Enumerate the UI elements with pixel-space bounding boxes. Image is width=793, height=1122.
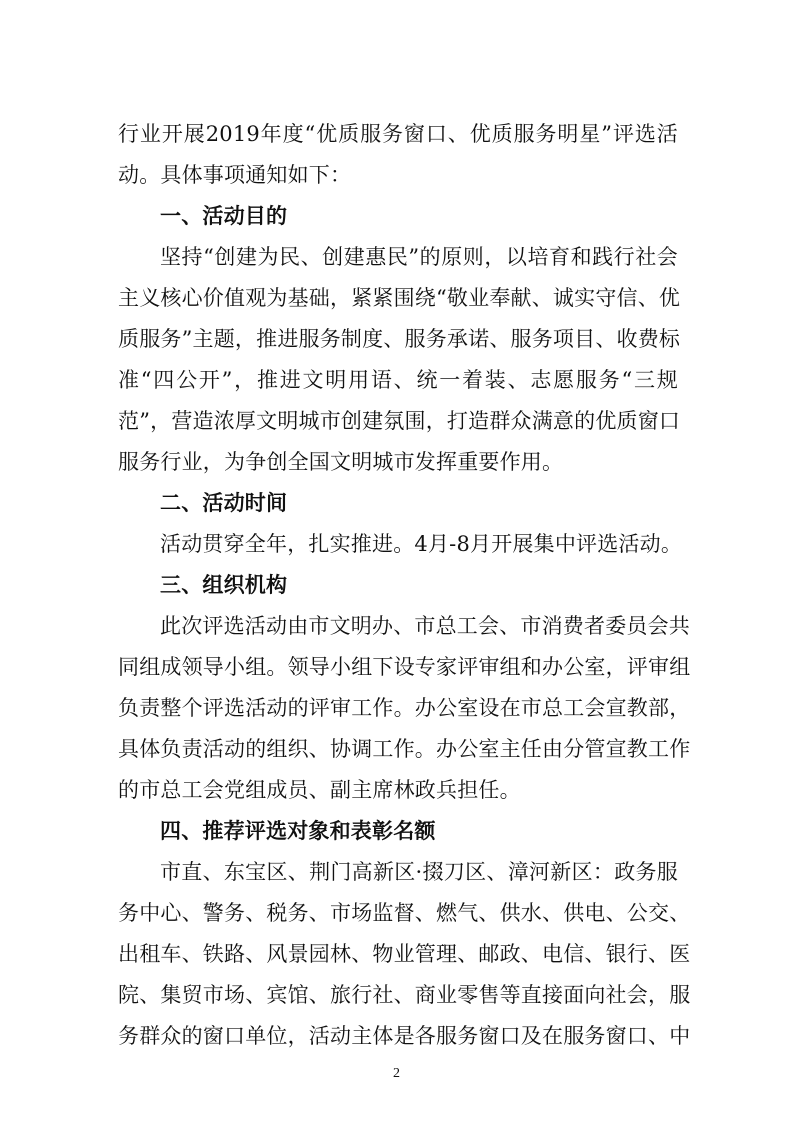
section-heading-time: 二、活动时间 <box>160 491 288 515</box>
paragraph-line: 同组成领导小组。领导小组下设专家评审组和办公室，评审组 <box>118 655 691 679</box>
paragraph-line: 院、集贸市场、宾馆、旅行社、商业零售等直接面向社会，服 <box>118 983 691 1007</box>
paragraph-line: 范”，营造浓厚文明城市创建氛围，打造群众满意的优质窗口 <box>118 409 681 433</box>
page-number: 2 <box>393 1066 400 1081</box>
paragraph-line: 务中心、警务、税务、市场监督、燃气、供水、供电、公交、 <box>118 901 691 925</box>
paragraph-line: 主义核心价值观为基础，紧紧围绕“敬业奉献、诚实守信、优 <box>118 286 681 310</box>
paragraph-line: 具体负责活动的组织、协调工作。办公室主任由分管宣教工作 <box>118 737 691 761</box>
section-heading-purpose: 一、活动目的 <box>160 204 288 228</box>
section-heading-candidates: 四、推荐评选对象和表彰名额 <box>160 819 436 843</box>
paragraph-line: 动。具体事项通知如下： <box>118 163 352 187</box>
paragraph-line: 坚持“创建为民、创建惠民”的原则，以培育和践行社会 <box>160 245 678 269</box>
paragraph-line: 行业开展2019年度“优质服务窗口、优质服务明星”评选活 <box>118 122 678 146</box>
paragraph-line: 负责整个评选活动的评审工作。办公室设在市总工会宣教部， <box>118 696 691 720</box>
paragraph-line: 市直、东宝区、荆门高新区·掇刀区、漳河新区：政务服 <box>160 860 678 884</box>
paragraph-line: 服务行业，为争创全国文明城市发挥重要作用。 <box>118 450 564 474</box>
paragraph-line: 质服务”主题，推进服务制度、服务承诺、服务项目、收费标 <box>118 327 681 351</box>
paragraph-line: 活动贯穿全年，扎实推进。4月-8月开展集中评选活动。 <box>160 532 683 556</box>
paragraph-line: 准“四公开”，推进文明用语、统一着装、志愿服务“三规 <box>118 368 678 392</box>
section-heading-organization: 三、组织机构 <box>160 573 288 597</box>
paragraph-line: 出租车、铁路、风景园林、物业管理、邮政、电信、银行、医 <box>118 942 691 966</box>
paragraph-line: 的市总工会党组成员、副主席林政兵担任。 <box>118 778 521 802</box>
paragraph-line: 务群众的窗口单位，活动主体是各服务窗口及在服务窗口、中 <box>118 1024 691 1048</box>
paragraph-line: 此次评选活动由市文明办、市总工会、市消费者委员会共 <box>160 614 690 638</box>
